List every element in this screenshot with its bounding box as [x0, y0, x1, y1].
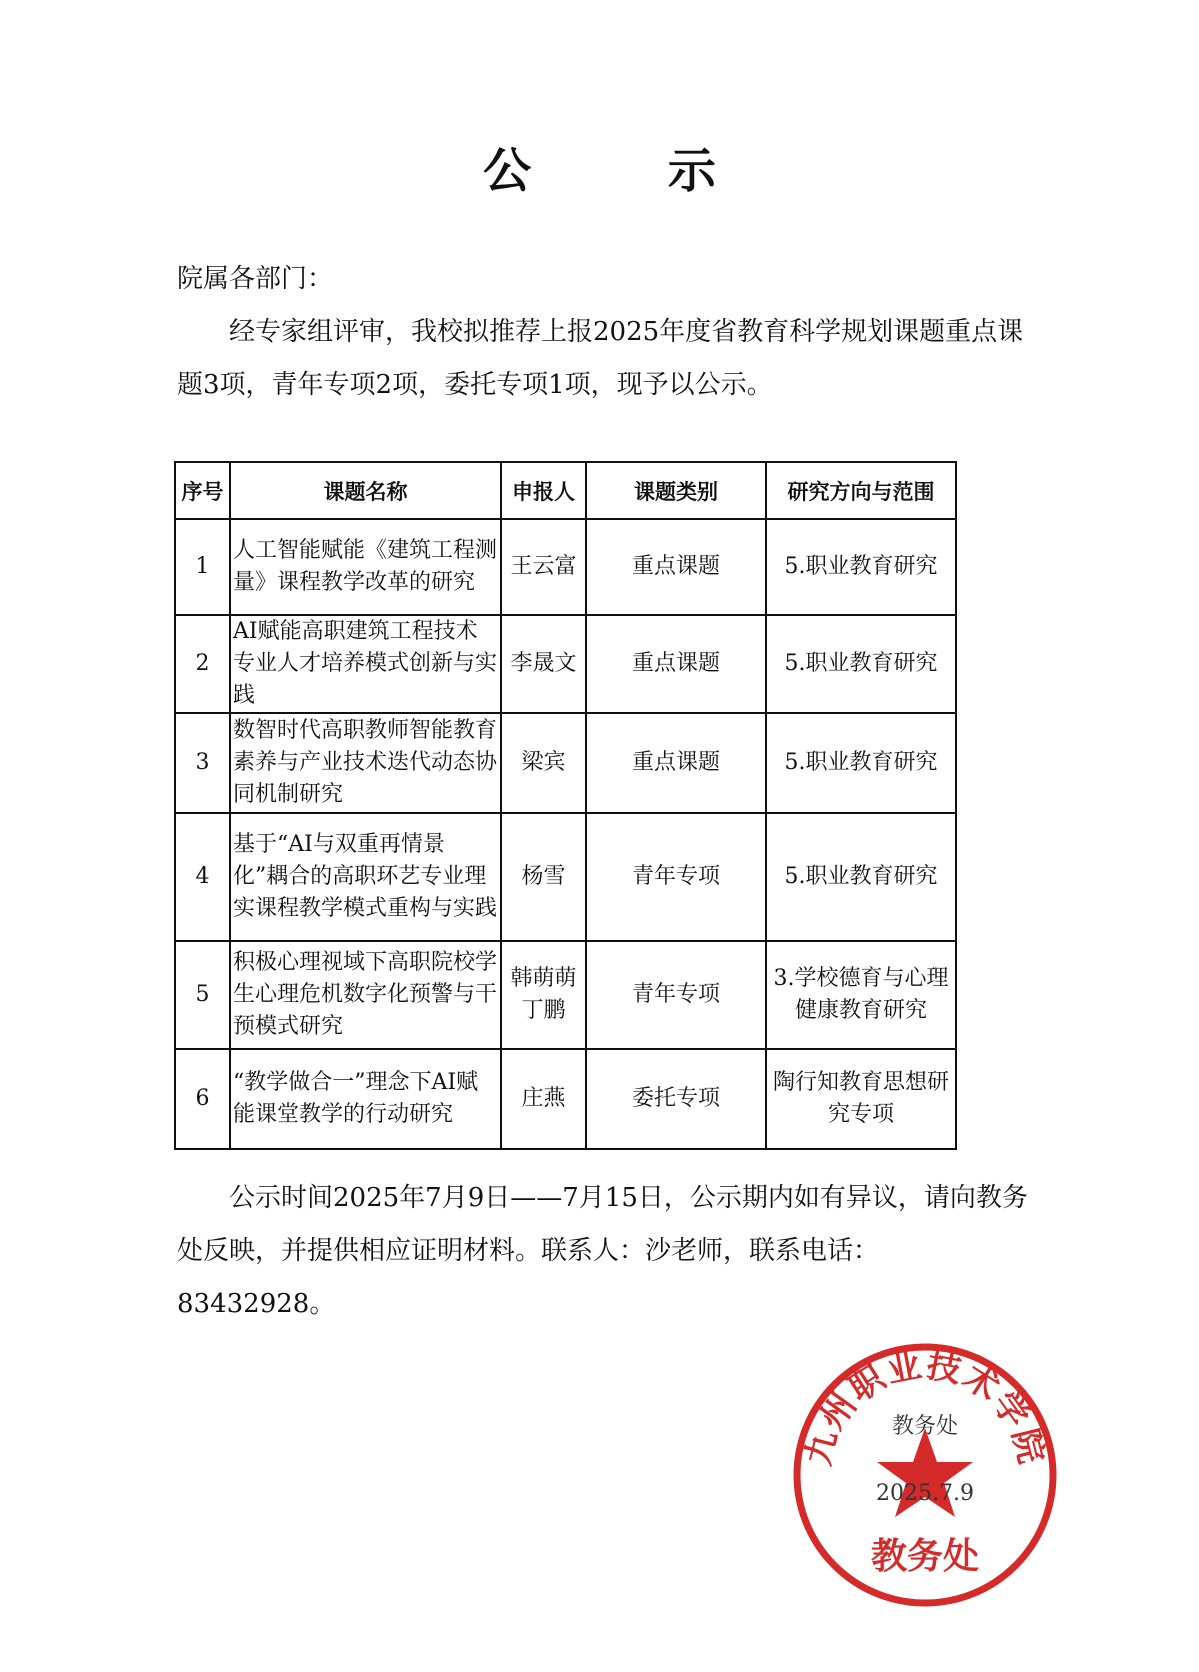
header-applicant: 申报人 [501, 462, 586, 519]
cell-type: 青年专项 [586, 813, 766, 941]
seal-bottom-text: 教务处 [870, 1536, 980, 1577]
header-no: 序号 [175, 462, 230, 519]
official-seal [790, 1340, 1060, 1610]
project-table [174, 461, 957, 1150]
table-row [175, 941, 956, 1049]
cell-applicant: 庄燕 [501, 1049, 586, 1149]
cell-no: 2 [175, 615, 230, 713]
intro-paragraph: 经专家组评审，我校拟推荐上报2025年度省教育科学规划课题重点课题3项，青年专项2项，委托专项1项，现予以公示。 [177, 317, 1024, 400]
table-row [175, 615, 956, 713]
cell-direction: 3.学校德育与心理健康教育研究 [766, 941, 956, 1049]
cell-no: 1 [175, 519, 230, 615]
cell-type: 重点课题 [586, 713, 766, 813]
table-row [175, 713, 956, 813]
table-row [175, 813, 956, 941]
seal-ring-text: 九州职业技术学院 [798, 1345, 1052, 1470]
cell-type: 委托专项 [586, 1049, 766, 1149]
cell-type: 青年专项 [586, 941, 766, 1049]
notice-paragraph: 公示时间2025年7月9日——7月15日，公示期内如有异议，请向教务处反映，并提供相应证明材料。联系人：沙老师，联系电话：83432928。 [177, 1183, 1028, 1319]
signature-dept: 教务处 [891, 1414, 959, 1439]
addressee: 院属各部门： [177, 264, 334, 294]
cell-direction: 5.职业教育研究 [766, 713, 956, 813]
cell-type: 重点课题 [586, 615, 766, 713]
cell-direction: 陶行知教育思想研究专项 [766, 1049, 956, 1149]
cell-no: 6 [175, 1049, 230, 1149]
cell-applicant: 梁宾 [501, 713, 586, 813]
cell-no: 5 [175, 941, 230, 1049]
cell-name: AI赋能高职建筑工程技术专业人才培养模式创新与实践 [230, 615, 501, 713]
cell-direction: 5.职业教育研究 [766, 813, 956, 941]
cell-name: 人工智能赋能《建筑工程测量》课程教学改革的研究 [230, 519, 501, 615]
header-direction: 研究方向与范围 [766, 462, 956, 519]
table-row [175, 519, 956, 615]
header-name: 课题名称 [230, 462, 501, 519]
cell-name: 积极心理视域下高职院校学生心理危机数字化预警与干预模式研究 [230, 941, 501, 1049]
header-type: 课题类别 [586, 462, 766, 519]
cell-name: “教学做合一”理念下AI赋能课堂教学的行动研究 [230, 1049, 501, 1149]
table-header-row [175, 462, 956, 519]
cell-no: 3 [175, 713, 230, 813]
cell-applicant: 王云富 [501, 519, 586, 615]
cell-applicant: 李晟文 [501, 615, 586, 713]
table-row [175, 1049, 956, 1149]
cell-type: 重点课题 [586, 519, 766, 615]
cell-direction: 5.职业教育研究 [766, 519, 956, 615]
cell-name: 基于“AI与双重再情景化”耦合的高职环艺专业理实课程教学模式重构与实践 [230, 813, 501, 941]
cell-direction: 5.职业教育研究 [766, 615, 956, 713]
cell-applicant: 杨雪 [501, 813, 586, 941]
cell-applicant: 韩萌萌 丁鹏 [501, 941, 586, 1049]
signature-date: 2025.7.9 [876, 1481, 974, 1506]
cell-name: 数智时代高职教师智能教育素养与产业技术迭代动态协同机制研究 [230, 713, 501, 813]
page-title: 公 示 [483, 143, 776, 199]
cell-no: 4 [175, 813, 230, 941]
